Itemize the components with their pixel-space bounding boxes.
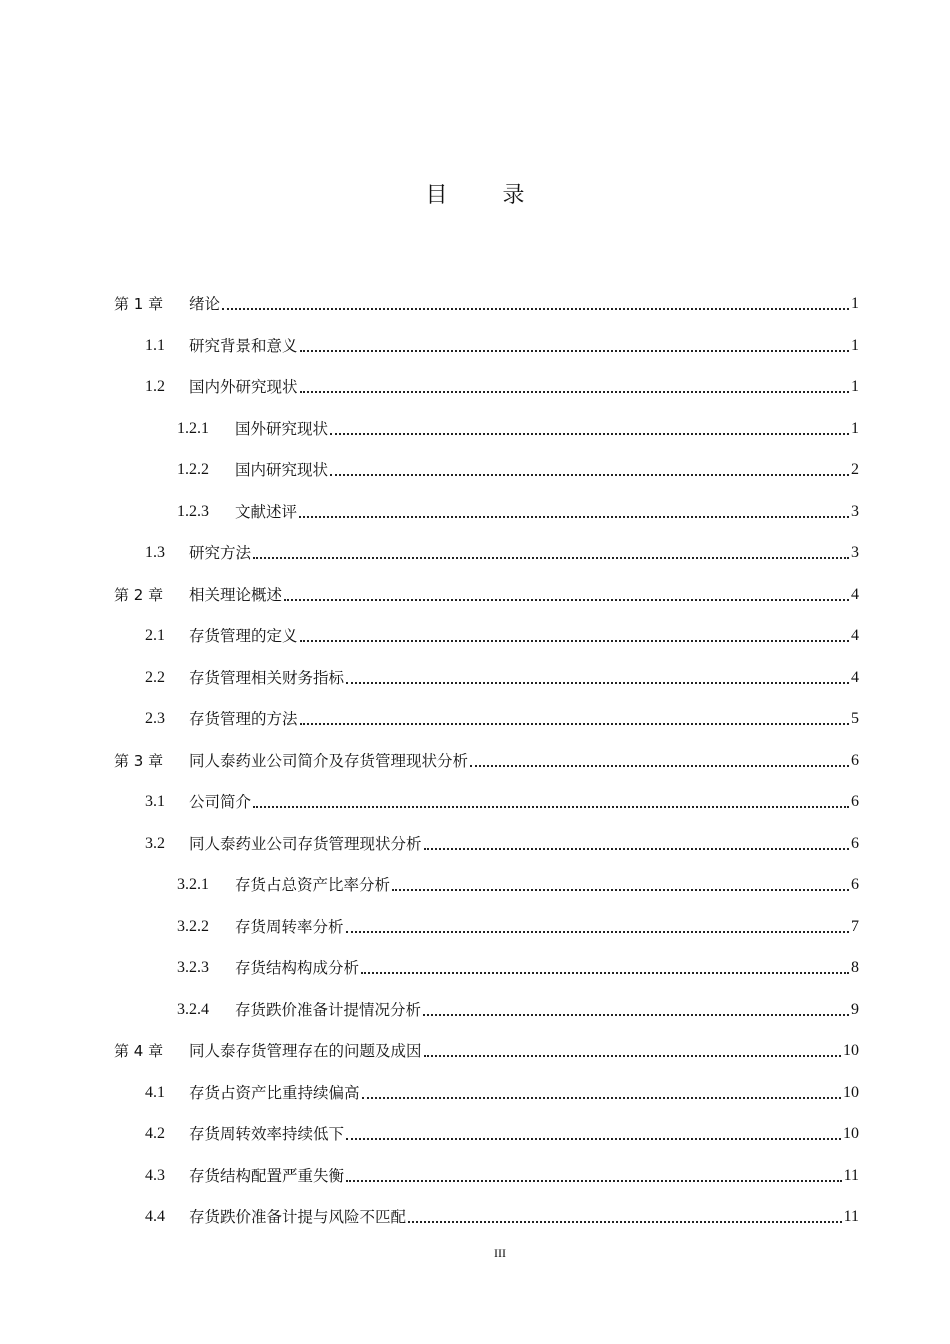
- toc-entry-page: 10: [843, 1042, 859, 1059]
- toc-entry-title: 存货管理的方法: [189, 710, 298, 728]
- toc-entry-page: 11: [843, 1166, 859, 1184]
- toc-entry-title: 存货跌价准备计提情况分析: [235, 1000, 422, 1019]
- toc-dot-leader: [346, 1180, 842, 1182]
- toc-entry[interactable]: [145, 705, 859, 729]
- toc-entry-title: 国内研究现状: [235, 461, 329, 479]
- page-title: 目 录: [425, 183, 549, 208]
- toc-entry-number: 第 4 章: [114, 1042, 164, 1060]
- toc-entry-page: 2: [851, 461, 859, 478]
- toc-entry-title: 文献述评: [235, 502, 298, 521]
- toc-entry-number: 第 2 章: [114, 585, 164, 604]
- toc-entry-title: 绪论: [189, 295, 221, 313]
- toc-entry-number: 1.3: [145, 544, 165, 561]
- toc-entry-page: 4: [851, 627, 859, 644]
- page-number: III: [494, 1246, 506, 1260]
- toc-entry-number: 3.2.1: [177, 876, 209, 893]
- toc-entry[interactable]: [145, 539, 859, 563]
- toc-entry[interactable]: [177, 415, 859, 439]
- toc-dot-leader: [470, 765, 849, 767]
- toc-entry-page: 1: [851, 378, 859, 395]
- toc-entry-title: 国外研究现状: [235, 419, 329, 438]
- toc-entry[interactable]: [145, 664, 859, 688]
- toc-dot-leader: [300, 640, 849, 642]
- toc-entry-number: 3.2.3: [177, 959, 209, 976]
- toc-entry-title: 同人泰药业公司简介及存货管理现状分析: [189, 751, 469, 770]
- toc-entry-number: 1.2: [145, 378, 165, 395]
- toc-entry-page: 6: [851, 834, 859, 852]
- toc-entry-title: 同人泰药业公司存货管理现状分析: [189, 834, 422, 853]
- toc-entry-number: 3.2.4: [177, 1000, 209, 1018]
- toc-dot-leader: [253, 557, 849, 559]
- toc-dot-leader: [424, 1055, 841, 1057]
- toc-entry[interactable]: [145, 1162, 859, 1186]
- toc-entry-title: 同人泰存货管理存在的问题及成因: [189, 1042, 422, 1060]
- toc-entry-number: 3.2: [145, 834, 165, 852]
- toc-entry[interactable]: [145, 830, 859, 854]
- toc-entry-page: 10: [843, 1125, 859, 1142]
- toc-entry-page: 9: [851, 1000, 859, 1018]
- toc-entry-title: 存货结构构成分析: [235, 959, 360, 977]
- toc-entry-title: 存货周转效率持续低下: [189, 1125, 345, 1143]
- toc-dot-leader: [330, 433, 849, 435]
- toc-dot-leader: [284, 599, 849, 601]
- toc-entry-page: 1: [851, 336, 859, 354]
- toc-entry[interactable]: [145, 622, 859, 646]
- toc-entry-page: 4: [851, 585, 859, 603]
- toc-entry[interactable]: [114, 581, 859, 605]
- toc-entry-title: 存货占总资产比率分析: [235, 876, 391, 894]
- toc-dot-leader: [222, 308, 849, 310]
- toc-dot-leader: [424, 848, 849, 850]
- toc-entry-page: 8: [851, 959, 859, 976]
- toc-dot-leader: [346, 682, 849, 684]
- toc-entry[interactable]: [114, 290, 859, 314]
- toc-entry[interactable]: [177, 498, 859, 522]
- toc-entry-title: 研究方法: [189, 544, 252, 562]
- toc-entry[interactable]: [177, 913, 859, 937]
- toc-entry-title: 存货结构配置严重失衡: [189, 1166, 345, 1185]
- toc-dot-leader: [300, 723, 849, 725]
- toc-entry-number: 1.2.3: [177, 502, 209, 520]
- toc-entry-page: 1: [851, 419, 859, 437]
- toc-entry-number: 3.2.2: [177, 917, 209, 935]
- toc-entry-number: 4.2: [145, 1125, 165, 1142]
- toc-entry-number: 3.1: [145, 793, 165, 810]
- toc-entry-title: 存货占资产比重持续偏高: [189, 1083, 360, 1102]
- toc-entry-number: 1.1: [145, 336, 165, 354]
- toc-entry-page: 6: [851, 751, 859, 769]
- toc-dot-leader: [423, 1014, 849, 1016]
- toc-dot-leader: [300, 350, 849, 352]
- toc-dot-leader: [361, 972, 849, 974]
- toc-dot-leader: [300, 391, 849, 393]
- toc-dot-leader: [299, 516, 849, 518]
- toc-entry-title: 存货跌价准备计提与风险不匹配: [189, 1208, 407, 1226]
- toc-entry[interactable]: [177, 996, 859, 1020]
- toc-entry-number: 4.1: [145, 1083, 165, 1101]
- toc-entry-number: 2.3: [145, 710, 165, 727]
- toc-entry-number: 第 1 章: [114, 295, 164, 313]
- toc-entry-title: 研究背景和意义: [189, 336, 298, 355]
- toc-entry-page: 6: [851, 793, 859, 810]
- toc-entry-number: 1.2.1: [177, 419, 209, 437]
- toc-dot-leader: [346, 931, 849, 933]
- toc-entry-page: 1: [851, 295, 859, 312]
- toc-entry[interactable]: [145, 788, 859, 812]
- toc-entry[interactable]: [114, 1037, 859, 1061]
- toc-dot-leader: [392, 889, 849, 891]
- toc-entry-number: 2.1: [145, 627, 165, 644]
- toc-dot-leader: [346, 1138, 841, 1140]
- toc-dot-leader: [362, 1097, 841, 1099]
- toc-entry-page: 6: [851, 876, 859, 893]
- toc-entry-page: 5: [851, 710, 859, 727]
- toc-entry[interactable]: [145, 332, 859, 356]
- toc-entry[interactable]: [177, 954, 859, 978]
- toc-entry-title: 存货管理相关财务指标: [189, 668, 345, 687]
- toc-entry[interactable]: [177, 456, 859, 480]
- toc-entry-number: 4.3: [145, 1166, 165, 1184]
- toc-entry-page: 4: [851, 668, 859, 686]
- toc-entry[interactable]: [145, 1203, 859, 1227]
- toc-entry-title: 国内外研究现状: [189, 378, 298, 396]
- toc-entry-number: 1.2.2: [177, 461, 209, 478]
- toc-dot-leader: [408, 1221, 842, 1223]
- toc-entry[interactable]: [145, 1120, 859, 1144]
- toc-entry[interactable]: [114, 747, 859, 771]
- toc-entry[interactable]: [177, 871, 859, 895]
- toc-entry-title: 存货管理的定义: [189, 627, 298, 645]
- toc-entry-page: 3: [851, 544, 859, 561]
- toc-entry[interactable]: [145, 373, 859, 397]
- toc-entry-number: 4.4: [145, 1208, 165, 1225]
- toc-dot-leader: [253, 806, 849, 808]
- toc-entry-number: 2.2: [145, 668, 165, 686]
- toc-entry-page: 3: [851, 502, 859, 520]
- toc-entry-page: 11: [843, 1208, 859, 1225]
- toc-entry-number: 第 3 章: [114, 751, 164, 770]
- toc-entry-page: 7: [851, 917, 859, 935]
- toc-entry-page: 10: [843, 1083, 859, 1101]
- toc-entry-title: 存货周转率分析: [235, 917, 344, 936]
- toc-entry-title: 公司简介: [189, 793, 252, 811]
- toc-entry[interactable]: [145, 1079, 859, 1103]
- toc-dot-leader: [330, 474, 849, 476]
- toc-entry-title: 相关理论概述: [189, 585, 283, 604]
